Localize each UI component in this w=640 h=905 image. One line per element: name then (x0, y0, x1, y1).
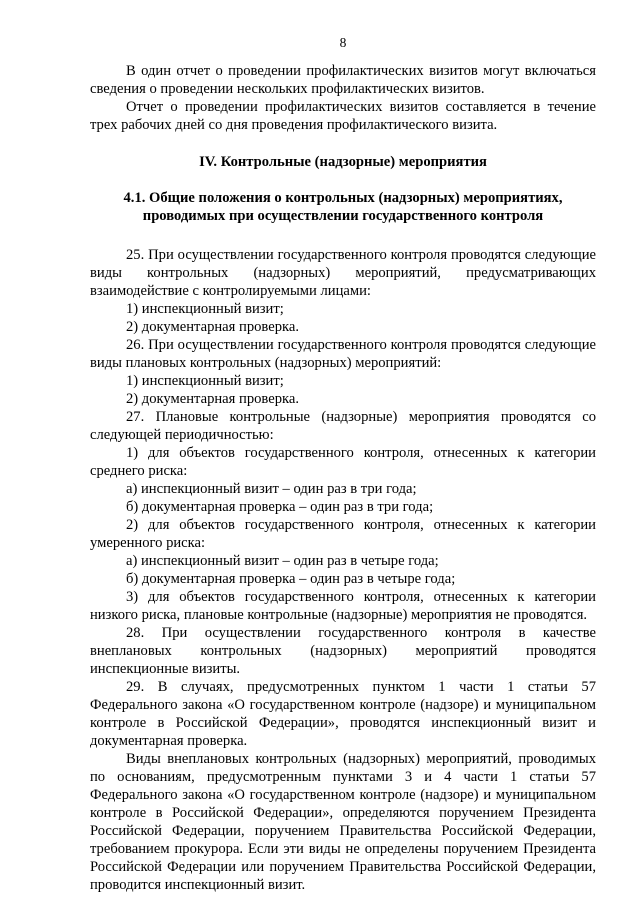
body-paragraph: 29. В случаях, предусмотренных пунктом 1 части 1 статьи 57 Федерального закона «О государственном контроле (надзоре) и муниципальном контроле в Российской Федерации», проводятся инспекционный визит и документарная проверка. (90, 679, 596, 749)
document-page (90, 34, 596, 894)
body-paragraph: а) инспекционный визит – один раз в три года; (126, 481, 417, 497)
body-paragraph: а) инспекционный визит – один раз в четыре года; (126, 553, 439, 569)
page-number: 8 (339, 35, 347, 50)
intro-paragraph: В один отчет о проведении профилактических визитов могут включаться сведения о проведении нескольких профилактических визитов. (90, 63, 596, 97)
body-paragraph: Виды внеплановых контрольных (надзорных) мероприятий, проводимых по основаниям, предусмотренным пунктами 3 и 4 части 1 статьи 57 Федерального закона «О государственном контроле (надзоре) и муниципальном контроле в Российской Федерации», определяются поручением Президента Российской Федерации, поручением Правительства Российской Федерации, требованием прокурора. Если эти виды не определены поручением Президента Российской Федерации или поручением Правительства Российской Федерации, проводится инспекционный визит. (90, 751, 596, 893)
body-paragraph: 2) для объектов государственного контроля, отнесенных к категории умеренного риска: (90, 517, 596, 551)
body-paragraph: 25. При осуществлении государственного контроля проводятся следующие виды контрольных (надзорных) мероприятий, предусматривающих взаимодействие с контролируемыми лицами: (90, 247, 596, 299)
body-paragraph: б) документарная проверка – один раз в четыре года; (126, 571, 456, 587)
subsection-title-line: 4.1. Общие положения о контрольных (надзорных) мероприятиях, (123, 190, 563, 206)
body-paragraph: 1) инспекционный визит; (126, 373, 284, 389)
body-paragraph: 28. При осуществлении государственного контроля в качестве внеплановых контрольных (надзорных) мероприятий проводятся инспекционные визиты. (90, 625, 596, 677)
body-paragraph: 1) для объектов государственного контроля, отнесенных к категории среднего риска: (90, 445, 596, 479)
body-paragraph: 2) документарная проверка. (126, 391, 299, 407)
intro-paragraph: Отчет о проведении профилактических визитов составляется в течение трех рабочих дней со дня проведения профилактического визита. (90, 99, 596, 133)
body-paragraph: 26. При осуществлении государственного контроля проводятся следующие виды плановых контрольных (надзорных) мероприятий: (90, 337, 596, 371)
subsection-title (90, 189, 596, 225)
section-title: IV. Контрольные (надзорные) мероприятия (199, 154, 487, 170)
body-paragraph: 1) инспекционный визит; (126, 301, 284, 317)
body-paragraph: б) документарная проверка – один раз в три года; (126, 499, 434, 515)
body-paragraph: 27. Плановые контрольные (надзорные) мероприятия проводятся со следующей периодичностью: (90, 409, 596, 443)
body-paragraph: 2) документарная проверка. (126, 319, 299, 335)
subsection-title-line: проводимых при осуществлении государственного контроля (142, 208, 544, 224)
body-paragraph: 3) для объектов государственного контроля, отнесенных к категории низкого риска, плановые контрольные (надзорные) мероприятия не проводятся. (90, 589, 596, 623)
